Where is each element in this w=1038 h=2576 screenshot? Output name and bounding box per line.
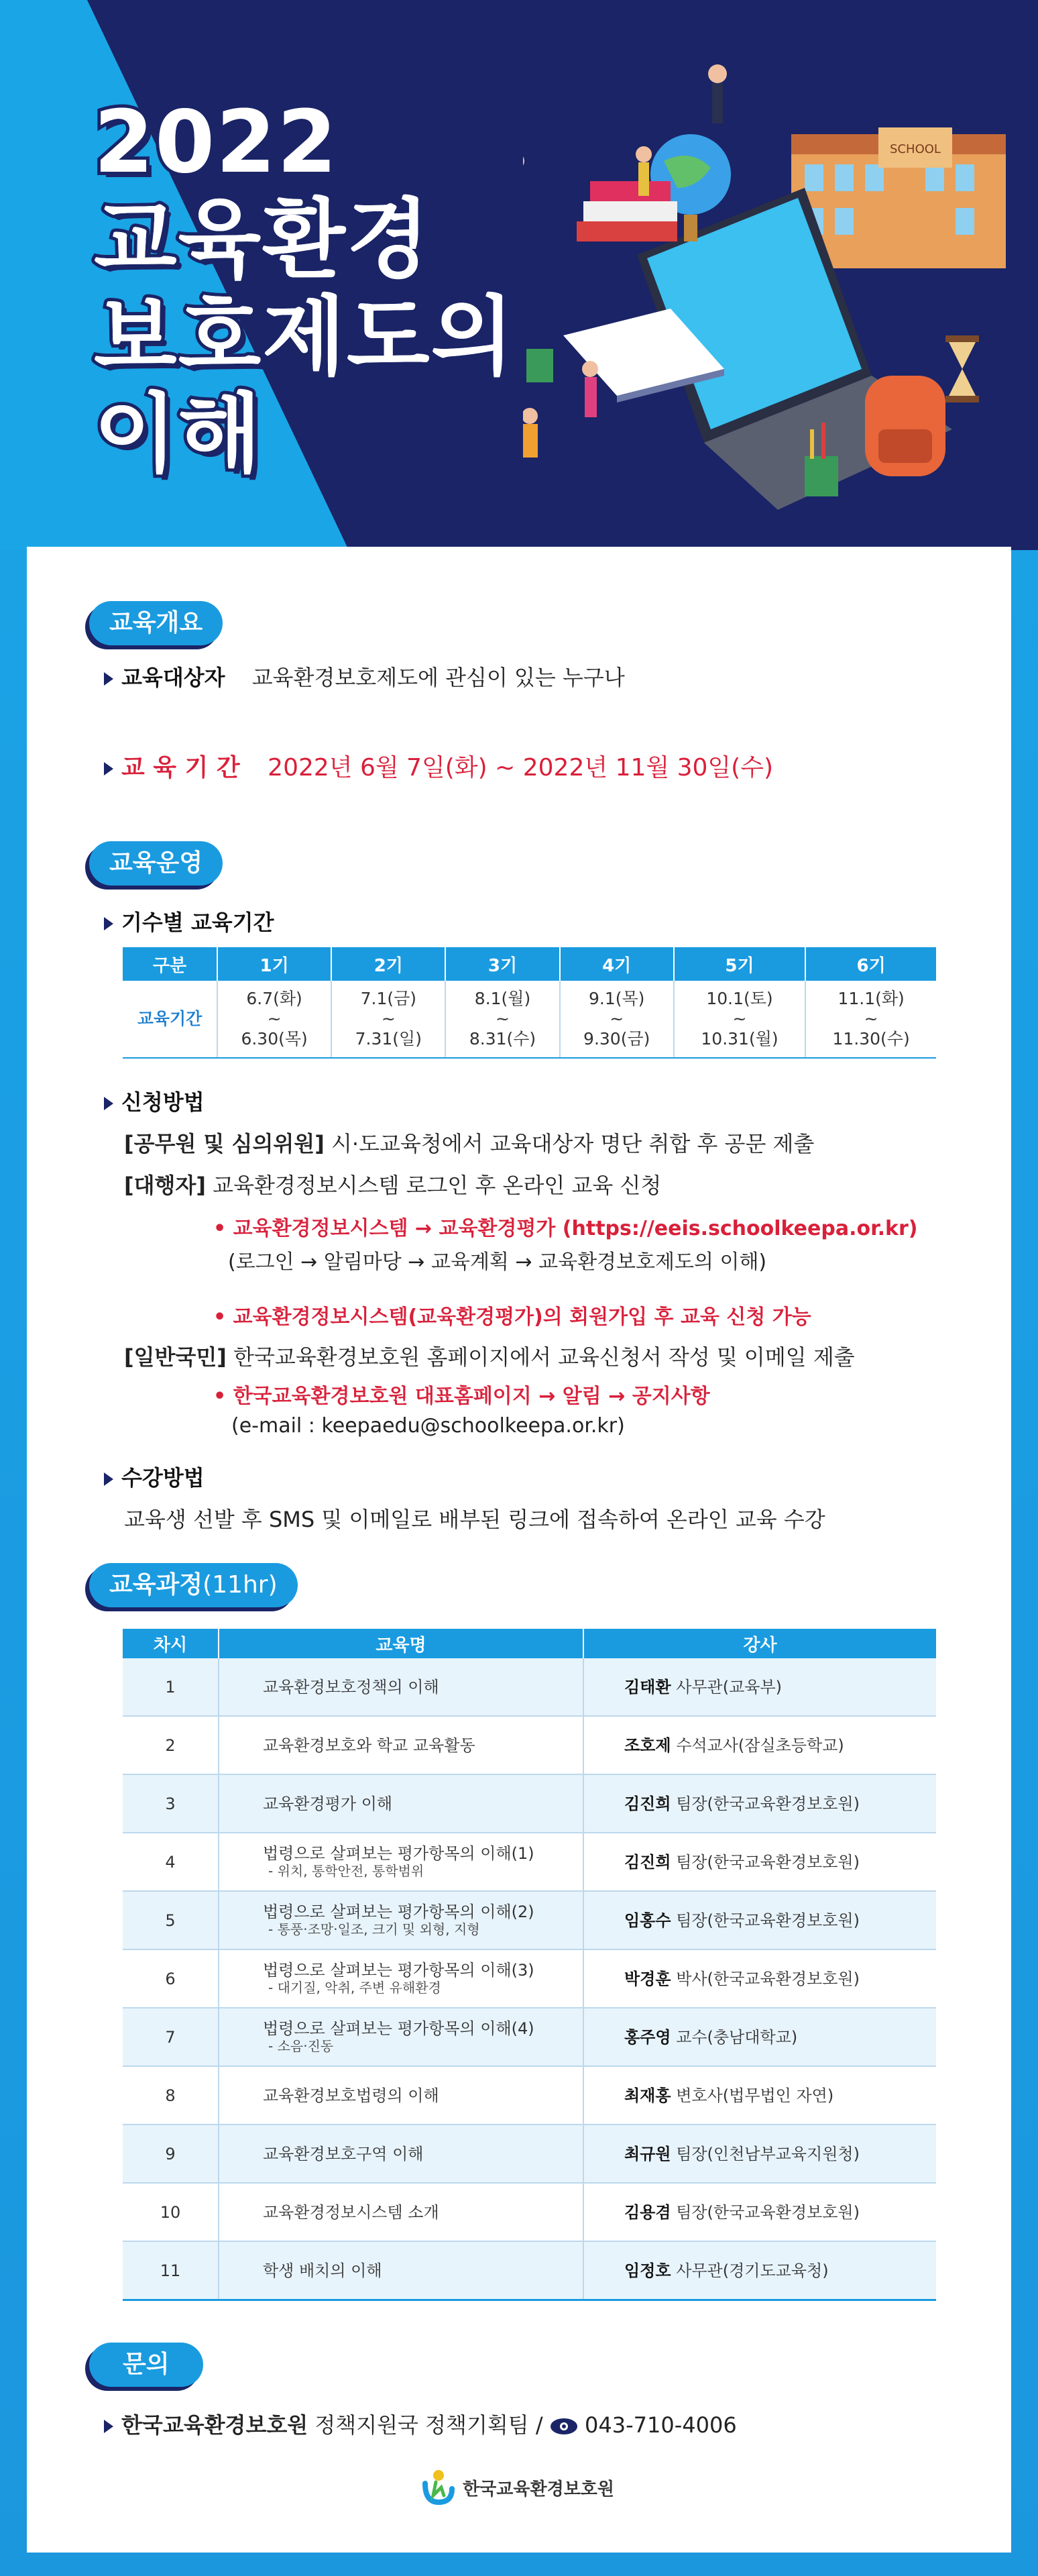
svg-text:SCHOOL: SCHOOL bbox=[890, 142, 941, 156]
curriculum-header-cell: 강사 bbox=[583, 1629, 936, 1658]
session-instructor bbox=[583, 2125, 936, 2183]
apply-agent-path: (로그인 → 알림마당 → 교육계획 → 교육환경보호제도의 이해) bbox=[228, 1250, 767, 1274]
curriculum-header-cell: 차시 bbox=[123, 1629, 219, 1658]
instructor-name: 김진희 bbox=[624, 1794, 671, 1813]
instructor-name: 최규원 bbox=[624, 2144, 671, 2163]
curriculum-row bbox=[123, 1833, 936, 1891]
session-title-text: 교육환경보호와 학교 교육활동 bbox=[263, 1735, 475, 1755]
instructor-role: 교수(충남대학교) bbox=[671, 2027, 798, 2047]
instructor-name: 조호제 bbox=[624, 1735, 671, 1755]
apply-public-text: 한국교육환경보호원 홈페이지에서 교육신청서 작성 및 이메일 제출 bbox=[226, 1344, 855, 1370]
period-label: 교 육 기 간 bbox=[121, 754, 240, 782]
instructor-role: 팀장(한국교육환경보호원) bbox=[671, 2202, 860, 2222]
target-label: 교육대상자 bbox=[121, 665, 225, 690]
session-title-text: 학생 배치의 이해 bbox=[263, 2261, 382, 2280]
hero-title-line-1: 2022 bbox=[94, 93, 339, 193]
session-subtitle: - 대기질, 악취, 주변 유해환경 bbox=[268, 1979, 441, 1996]
session-title bbox=[219, 1658, 583, 1716]
triangle-bullet-icon bbox=[104, 1097, 113, 1110]
footer-logo bbox=[421, 2469, 614, 2506]
curriculum-row bbox=[123, 1658, 936, 1716]
triangle-bullet-icon bbox=[104, 1472, 113, 1486]
session-title-text: 법령으로 살펴보는 평가항목의 이해(3) bbox=[263, 1960, 534, 1980]
session-instructor bbox=[583, 1833, 936, 1891]
triangle-bullet-icon bbox=[104, 672, 113, 686]
section-heading-operation: 교육운영 bbox=[89, 841, 223, 885]
session-number: 4 bbox=[123, 1833, 219, 1891]
period-row bbox=[104, 749, 773, 783]
session-number: 7 bbox=[123, 2008, 219, 2066]
target-row bbox=[104, 661, 625, 692]
apply-official-tag: [공무원 및 심의위원] bbox=[124, 1131, 325, 1157]
instructor-role: 변호사(법무법인 자연) bbox=[671, 2086, 834, 2105]
apply-agent-tag: [대행자] bbox=[124, 1173, 206, 1198]
curriculum-header-cell: 교육명 bbox=[219, 1629, 583, 1658]
session-title-text: 교육환경보호법령의 이해 bbox=[263, 2086, 439, 2105]
schedule-cell: 11.1(화) ~ 11.30(수) bbox=[805, 981, 936, 1058]
session-instructor bbox=[583, 1949, 936, 2008]
schedule-cell: 10.1(토) ~ 10.31(월) bbox=[674, 981, 805, 1058]
session-instructor bbox=[583, 1658, 936, 1716]
session-title bbox=[219, 1716, 583, 1774]
instructor-name: 임홍수 bbox=[624, 1911, 671, 1930]
session-title bbox=[219, 1774, 583, 1833]
curriculum-table bbox=[123, 1629, 936, 2301]
session-title-text: 교육환경평가 이해 bbox=[263, 1794, 393, 1813]
session-title bbox=[219, 1833, 583, 1891]
apply-agent-row bbox=[124, 1169, 661, 1199]
hourglass-icon bbox=[945, 335, 979, 402]
apply-label-row bbox=[104, 1085, 205, 1116]
curriculum-row bbox=[123, 1774, 936, 1833]
session-instructor bbox=[583, 2241, 936, 2300]
triangle-bullet-icon bbox=[104, 762, 113, 775]
session-instructor bbox=[583, 2066, 936, 2125]
session-number: 3 bbox=[123, 1774, 219, 1833]
schedule-header-cell: 6기 bbox=[805, 947, 936, 981]
curriculum-hours: (11hr) bbox=[203, 1571, 278, 1599]
curriculum-row bbox=[123, 1716, 936, 1774]
apply-label: 신청방법 bbox=[121, 1089, 205, 1115]
session-instructor bbox=[583, 1774, 936, 1833]
instructor-role: 수석교사(잠실초등학교) bbox=[671, 1735, 844, 1755]
apply-public-tag: [일반국민] bbox=[124, 1344, 227, 1370]
session-title bbox=[219, 2241, 583, 2300]
apply-official-text: 시·도교육청에서 교육대상자 명단 취합 후 공문 제출 bbox=[324, 1131, 815, 1157]
curriculum-row bbox=[123, 2008, 936, 2066]
schedule-header-cell: 1기 bbox=[217, 947, 331, 981]
session-title bbox=[219, 2066, 583, 2125]
schedule-cell: 6.7(화) ~ 6.30(목) bbox=[217, 981, 331, 1058]
instructor-role: 박사(한국교육환경보호원) bbox=[671, 1969, 860, 1988]
session-number: 11 bbox=[123, 2241, 219, 2300]
section-heading-curriculum: 교육과정(11hr) bbox=[89, 1563, 298, 1607]
curriculum-row bbox=[123, 2183, 936, 2241]
session-subtitle: - 통풍·조망·일조, 크기 및 외형, 지형 bbox=[268, 1921, 480, 1937]
method-label-row bbox=[104, 1461, 205, 1492]
instructor-name: 김용겸 bbox=[624, 2202, 671, 2222]
hero-title-line-2: 교육환경 bbox=[94, 190, 431, 290]
curriculum-row bbox=[123, 1891, 936, 1949]
section-heading-overview: 교육개요 bbox=[89, 601, 223, 645]
curriculum-body bbox=[123, 1658, 936, 2300]
session-title-text: 교육환경보호정책의 이해 bbox=[263, 1677, 439, 1697]
instructor-name: 박경훈 bbox=[624, 1969, 671, 1988]
apply-official-row bbox=[124, 1127, 814, 1158]
apply-public-row bbox=[124, 1340, 855, 1371]
target-value: 교육환경보호제도에 관심이 있는 누구나 bbox=[251, 665, 625, 690]
hero-illustration bbox=[523, 54, 1019, 537]
mug-icon bbox=[526, 349, 553, 382]
instructor-role: 팀장(한국교육환경보호원) bbox=[671, 1852, 860, 1872]
method-label: 수강방법 bbox=[121, 1465, 205, 1491]
session-title bbox=[219, 1949, 583, 2008]
session-number: 10 bbox=[123, 2183, 219, 2241]
schedule-label: 기수별 교육기간 bbox=[121, 910, 274, 935]
curriculum-row bbox=[123, 1949, 936, 2008]
session-number: 9 bbox=[123, 2125, 219, 2183]
session-number: 6 bbox=[123, 1949, 219, 2008]
apply-public-email[interactable]: (e-mail : keepaedu@schoolkeepa.or.kr) bbox=[231, 1414, 625, 1438]
session-title bbox=[219, 2008, 583, 2066]
session-title bbox=[219, 2183, 583, 2241]
schedule-label-row bbox=[104, 906, 274, 936]
hero-title bbox=[94, 94, 515, 483]
session-instructor bbox=[583, 1891, 936, 1949]
session-title bbox=[219, 1891, 583, 1949]
books-icon bbox=[577, 181, 677, 241]
curriculum-row bbox=[123, 2066, 936, 2125]
contact-dept: 정책지원국 정책기획팀 / bbox=[308, 2412, 550, 2438]
instructor-role: 사무관(경기도교육청) bbox=[671, 2261, 829, 2280]
session-number: 8 bbox=[123, 2066, 219, 2125]
curriculum-row bbox=[123, 2241, 936, 2300]
instructor-role: 사무관(교육부) bbox=[671, 1677, 783, 1697]
session-number: 1 bbox=[123, 1658, 219, 1716]
instructor-role: 팀장(한국교육환경보호원) bbox=[671, 1794, 860, 1813]
curriculum-row bbox=[123, 2125, 936, 2183]
session-number: 5 bbox=[123, 1891, 219, 1949]
contact-phone[interactable]: 043-710-4006 bbox=[584, 2412, 737, 2438]
session-title bbox=[219, 2125, 583, 2183]
apply-agent-link[interactable]: • 교육환경정보시스템 → 교육환경평가 (https://eeis.schoolkeepa.or.kr) bbox=[213, 1217, 918, 1240]
instructor-role: 팀장(한국교육환경보호원) bbox=[671, 1911, 860, 1930]
schedule-cell: 8.1(월) ~ 8.31(수) bbox=[445, 981, 559, 1058]
session-instructor bbox=[583, 1716, 936, 1774]
schedule-cell: 9.1(목) ~ 9.30(금) bbox=[560, 981, 674, 1058]
schedule-header-cell: 3기 bbox=[445, 947, 559, 981]
instructor-name: 김태환 bbox=[624, 1677, 671, 1697]
period-value: 2022년 6월 7일(화) ~ 2022년 11월 30일(수) bbox=[268, 754, 774, 782]
instructor-name: 임정호 bbox=[624, 2261, 671, 2280]
footer-logo-text: 한국교육환경보호원 bbox=[463, 2479, 615, 2500]
triangle-bullet-icon bbox=[104, 2420, 113, 2433]
session-number: 2 bbox=[123, 1716, 219, 1774]
apply-agent-note: • 교육환경정보시스템(교육환경평가)의 회원가입 후 교육 신청 가능 bbox=[213, 1305, 811, 1329]
instructor-name: 김진희 bbox=[624, 1852, 671, 1872]
schedule-cell: 7.1(금) ~ 7.31(일) bbox=[331, 981, 445, 1058]
session-title-text: 법령으로 살펴보는 평가항목의 이해(4) bbox=[263, 2019, 534, 2038]
schedule-row-label: 교육기간 bbox=[123, 981, 217, 1058]
instructor-name: 최재홍 bbox=[624, 2086, 671, 2105]
session-instructor bbox=[583, 2183, 936, 2241]
session-title-text: 교육환경정보시스템 소개 bbox=[263, 2202, 439, 2222]
contact-row bbox=[104, 2408, 737, 2439]
telephone-icon bbox=[550, 2418, 578, 2435]
schedule-header-cell: 구분 bbox=[123, 947, 217, 981]
instructor-role: 팀장(인천남부교육지원청) bbox=[671, 2144, 860, 2163]
session-subtitle: - 소음·진동 bbox=[268, 2037, 334, 2054]
session-title-text: 법령으로 살펴보는 평가항목의 이해(1) bbox=[263, 1843, 534, 1863]
backpack-icon bbox=[865, 376, 945, 476]
session-title-text: 법령으로 살펴보는 평가항목의 이해(2) bbox=[263, 1902, 534, 1921]
session-title-text: 교육환경보호구역 이해 bbox=[263, 2144, 424, 2163]
schedule-header-cell: 4기 bbox=[560, 947, 674, 981]
session-instructor bbox=[583, 2008, 936, 2066]
hero-title-line-4: 이해 bbox=[94, 384, 263, 484]
triangle-bullet-icon bbox=[104, 917, 113, 930]
method-text: 교육생 선발 후 SMS 및 이메일로 배부된 링크에 접속하여 온라인 교육 수강 bbox=[124, 1507, 825, 1532]
apply-agent-text: 교육환경정보시스템 로그인 후 온라인 교육 신청 bbox=[206, 1173, 662, 1198]
org-logo-icon bbox=[421, 2469, 456, 2506]
session-subtitle: - 위치, 통학안전, 통학범위 bbox=[268, 1862, 424, 1879]
instructor-name: 홍주영 bbox=[624, 2027, 671, 2047]
schedule-table bbox=[123, 947, 936, 1059]
schedule-header-cell: 5기 bbox=[674, 947, 805, 981]
schedule-header-cell: 2기 bbox=[331, 947, 445, 981]
apply-public-link[interactable]: • 한국교육환경보호원 대표홈페이지 → 알림 → 공지사항 bbox=[213, 1385, 710, 1408]
section-heading-contact: 문의 bbox=[89, 2343, 203, 2387]
hero-title-line-3: 보호제도의 bbox=[94, 287, 516, 387]
contact-org: 한국교육환경보호원 bbox=[121, 2412, 308, 2438]
